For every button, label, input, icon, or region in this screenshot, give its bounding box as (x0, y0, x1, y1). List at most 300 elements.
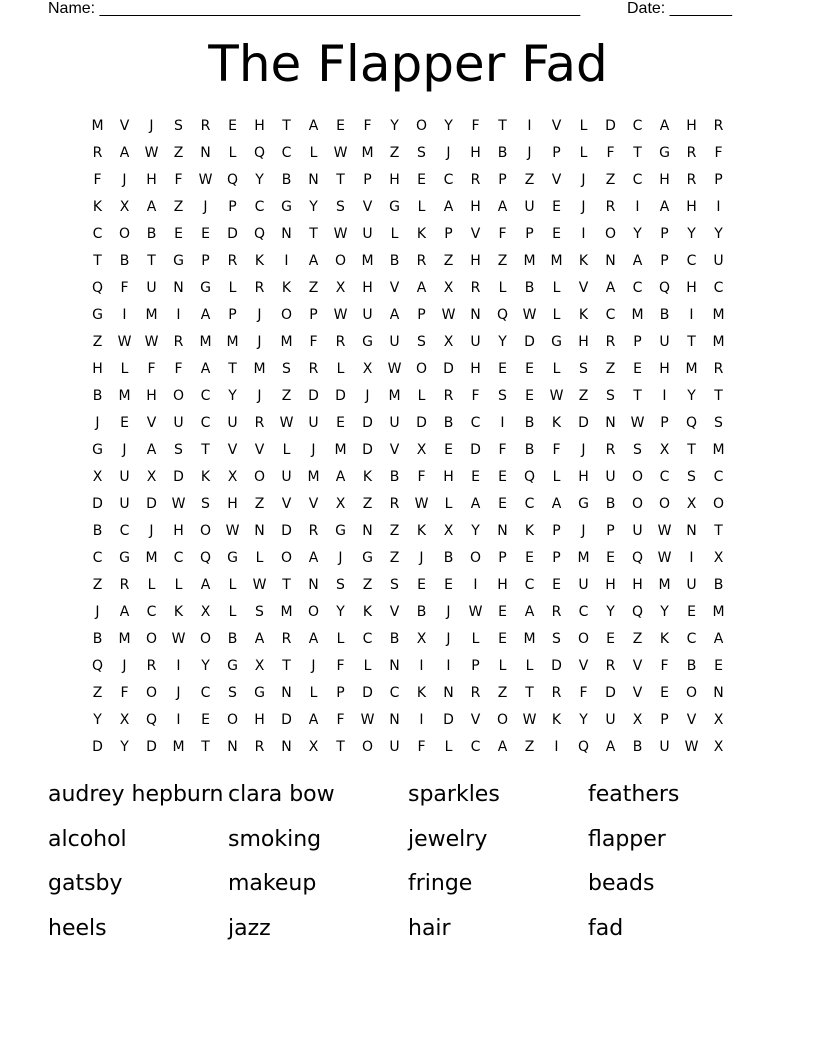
grid-letter: G (362, 549, 373, 566)
grid-letter: O (253, 468, 266, 485)
grid-letter: C (632, 171, 643, 188)
grid-letter: L (363, 657, 372, 674)
word-list-item: jewelry (408, 826, 488, 852)
grid-letter: O (631, 495, 644, 512)
grid-letter: E (552, 198, 561, 215)
grid-letter: N (281, 738, 292, 755)
grid-letter: Y (579, 711, 588, 728)
grid-letter: M (334, 441, 347, 458)
grid-letter: C (713, 468, 724, 485)
grid-letter: A (605, 738, 616, 755)
grid-letter: O (280, 549, 293, 566)
grid-letter: S (714, 414, 723, 431)
grid-letter: P (660, 225, 669, 242)
grid-letter: V (632, 657, 643, 674)
grid-letter: L (309, 684, 318, 701)
grid-letter: A (443, 198, 454, 215)
grid-letter: C (443, 171, 454, 188)
grid-letter: R (173, 333, 184, 350)
grid-letter: Q (253, 225, 266, 242)
grid-letter: C (362, 630, 373, 647)
grid-letter: P (363, 171, 372, 188)
grid-letter: E (417, 171, 426, 188)
date-field-label: Date: _______ (627, 0, 732, 17)
grid-letter: F (93, 171, 102, 188)
grid-letter: A (497, 198, 508, 215)
grid-letter: I (446, 657, 451, 674)
grid-letter: Y (93, 711, 102, 728)
grid-letter: P (309, 306, 318, 323)
grid-letter: K (92, 198, 103, 215)
grid-letter: M (253, 360, 266, 377)
grid-letter: P (444, 225, 453, 242)
grid-letter: Z (389, 144, 400, 161)
grid-letter: J (338, 549, 343, 566)
grid-letter: Z (92, 576, 103, 593)
grid-letter: V (551, 117, 562, 134)
grid-letter: D (146, 495, 157, 512)
grid-row (84, 652, 732, 679)
grid-letter: X (416, 441, 427, 458)
grid-letter: S (336, 576, 345, 593)
grid-letter: I (662, 387, 667, 404)
grid-letter: N (254, 522, 265, 539)
grid-letter: R (686, 144, 697, 161)
grid-letter: F (120, 279, 129, 296)
grid-letter: U (578, 576, 589, 593)
grid-letter: X (308, 738, 319, 755)
grid-letter: J (446, 603, 451, 620)
grid-letter: D (362, 684, 373, 701)
grid-letter: I (176, 306, 181, 323)
grid-letter: D (551, 657, 562, 674)
grid-letter: V (227, 441, 238, 458)
grid-letter: J (257, 387, 262, 404)
word-search-grid (84, 112, 732, 760)
grid-letter: H (632, 576, 643, 593)
grid-letter: I (419, 657, 424, 674)
grid-letter: V (389, 603, 400, 620)
grid-letter: J (257, 333, 262, 350)
grid-row (84, 112, 732, 139)
grid-letter: A (524, 603, 535, 620)
grid-letter: P (201, 252, 210, 269)
grid-letter: T (525, 684, 534, 701)
grid-letter: E (687, 603, 696, 620)
grid-letter: Y (444, 117, 453, 134)
grid-letter: M (361, 144, 374, 161)
grid-letter: C (173, 549, 184, 566)
grid-letter: R (416, 252, 427, 269)
grid-letter: A (200, 360, 211, 377)
word-list (48, 778, 768, 956)
grid-letter: X (119, 711, 130, 728)
grid-letter: P (228, 198, 237, 215)
word-list-item: smoking (228, 826, 322, 852)
grid-letter: Y (120, 738, 129, 755)
grid-letter: F (147, 360, 156, 377)
grid-letter: P (552, 522, 561, 539)
grid-letter: K (578, 306, 589, 323)
grid-row (84, 733, 732, 760)
grid-letter: T (282, 657, 291, 674)
grid-letter: U (362, 306, 373, 323)
grid-letter: R (254, 738, 265, 755)
grid-letter: H (254, 711, 265, 728)
grid-letter: N (308, 576, 319, 593)
grid-letter: E (552, 576, 561, 593)
grid-letter: E (174, 225, 183, 242)
grid-letter: K (254, 252, 265, 269)
grid-letter: N (281, 225, 292, 242)
grid-letter: K (578, 252, 589, 269)
grid-letter: O (712, 495, 725, 512)
word-list-item: gatsby (48, 871, 123, 896)
grid-letter: R (605, 198, 616, 215)
grid-letter: X (200, 603, 211, 620)
grid-letter: J (311, 441, 316, 458)
grid-letter: O (145, 630, 158, 647)
grid-row (84, 355, 732, 382)
grid-letter: J (95, 603, 100, 620)
grid-letter: O (226, 711, 239, 728)
grid-letter: C (389, 684, 400, 701)
grid-letter: R (443, 387, 454, 404)
grid-row (84, 517, 732, 544)
grid-letter: Z (524, 171, 535, 188)
grid-letter: N (389, 657, 400, 674)
grid-letter: I (284, 252, 289, 269)
grid-letter: B (524, 279, 535, 296)
grid-letter: E (525, 360, 534, 377)
grid-letter: F (471, 387, 480, 404)
grid-letter: L (390, 225, 399, 242)
grid-letter: X (362, 360, 373, 377)
grid-letter: Y (255, 171, 264, 188)
grid-letter: X (92, 468, 103, 485)
grid-letter: K (200, 468, 211, 485)
grid-letter: E (498, 495, 507, 512)
grid-letter: A (497, 738, 508, 755)
grid-letter: A (551, 495, 562, 512)
grid-letter: K (416, 225, 427, 242)
grid-letter: U (713, 252, 724, 269)
grid-letter: O (577, 630, 590, 647)
grid-letter: Y (714, 225, 723, 242)
grid-letter: C (92, 225, 103, 242)
grid-letter: M (145, 549, 158, 566)
grid-letter: Y (660, 603, 669, 620)
grid-letter: L (552, 279, 561, 296)
grid-letter: A (713, 630, 724, 647)
grid-letter: F (498, 225, 507, 242)
grid-letter: Z (497, 252, 508, 269)
grid-letter: X (254, 657, 265, 674)
grid-letter: C (200, 414, 211, 431)
grid-letter: E (714, 657, 723, 674)
grid-letter: A (146, 441, 157, 458)
grid-letter: G (281, 198, 292, 215)
grid-letter: L (552, 468, 561, 485)
grid-row (84, 490, 732, 517)
grid-letter: B (416, 603, 427, 620)
grid-letter: O (199, 522, 212, 539)
grid-letter: D (443, 360, 454, 377)
grid-letter: U (119, 468, 130, 485)
grid-letter: P (633, 333, 642, 350)
grid-letter: A (335, 468, 346, 485)
grid-letter: I (716, 198, 721, 215)
grid-letter: J (581, 198, 586, 215)
grid-letter: G (92, 306, 103, 323)
grid-row (84, 193, 732, 220)
grid-letter: W (684, 738, 699, 755)
grid-letter: F (309, 333, 318, 350)
grid-letter: B (524, 441, 535, 458)
grid-letter: O (118, 225, 131, 242)
grid-letter: C (119, 522, 130, 539)
grid-letter: Z (443, 252, 454, 269)
grid-letter: N (605, 414, 616, 431)
grid-letter: Z (497, 684, 508, 701)
grid-letter: D (362, 414, 373, 431)
grid-letter: R (470, 684, 481, 701)
grid-letter: N (605, 252, 616, 269)
grid-letter: H (173, 522, 184, 539)
grid-letter: E (336, 414, 345, 431)
grid-letter: Y (498, 333, 507, 350)
grid-letter: I (689, 306, 694, 323)
grid-letter: A (119, 603, 130, 620)
grid-letter: P (228, 306, 237, 323)
grid-letter: W (549, 387, 564, 404)
grid-letter: U (524, 198, 535, 215)
grid-letter: T (147, 252, 156, 269)
grid-letter: M (712, 603, 725, 620)
grid-letter: M (280, 333, 293, 350)
grid-letter: H (227, 495, 238, 512)
grid-letter: O (631, 468, 644, 485)
grid-letter: W (144, 144, 159, 161)
grid-letter: X (713, 738, 724, 755)
grid-letter: L (228, 576, 237, 593)
grid-letter: G (362, 333, 373, 350)
grid-letter: T (309, 225, 318, 242)
grid-letter: L (444, 738, 453, 755)
grid-letter: A (659, 198, 670, 215)
grid-letter: U (389, 738, 400, 755)
grid-letter: M (280, 603, 293, 620)
grid-letter: D (92, 495, 103, 512)
grid-letter: V (389, 279, 400, 296)
grid-letter: L (444, 495, 453, 512)
grid-letter: A (470, 495, 481, 512)
grid-letter: B (713, 576, 724, 593)
grid-letter: T (201, 738, 210, 755)
grid-letter: J (581, 441, 586, 458)
grid-letter: O (307, 603, 320, 620)
grid-letter: T (687, 441, 696, 458)
grid-letter: O (334, 252, 347, 269)
grid-letter: W (333, 225, 348, 242)
grid-letter: K (659, 630, 670, 647)
grid-letter: V (632, 684, 643, 701)
grid-letter: I (176, 711, 181, 728)
grid-letter: V (119, 117, 130, 134)
grid-letter: V (146, 414, 157, 431)
grid-letter: V (308, 495, 319, 512)
grid-letter: K (281, 279, 292, 296)
grid-letter: J (122, 657, 127, 674)
grid-letter: R (308, 522, 319, 539)
grid-letter: R (281, 630, 292, 647)
grid-letter: L (498, 279, 507, 296)
grid-letter: T (336, 738, 345, 755)
grid-letter: R (470, 171, 481, 188)
word-list-item: jazz (228, 915, 271, 941)
grid-letter: B (443, 549, 454, 566)
grid-letter: P (525, 225, 534, 242)
grid-letter: W (333, 306, 348, 323)
grid-letter: T (498, 117, 507, 134)
name-field-label: Name: ______________________________________________________ (48, 0, 581, 17)
grid-letter: J (581, 171, 586, 188)
grid-letter: I (554, 738, 559, 755)
grid-letter: E (606, 549, 615, 566)
grid-letter: D (362, 441, 373, 458)
grid-letter: L (579, 117, 588, 134)
grid-letter: Z (92, 684, 103, 701)
grid-letter: U (605, 711, 616, 728)
grid-row (84, 544, 732, 571)
grid-letter: E (525, 387, 534, 404)
grid-letter: J (176, 684, 181, 701)
grid-letter: M (199, 333, 212, 350)
grid-letter: L (336, 630, 345, 647)
grid-letter: H (659, 360, 670, 377)
grid-letter: Q (91, 279, 104, 296)
grid-letter: X (686, 495, 697, 512)
grid-letter: E (336, 117, 345, 134)
grid-row (84, 463, 732, 490)
grid-letter: Z (389, 549, 400, 566)
grid-letter: E (228, 117, 237, 134)
grid-letter: B (389, 252, 400, 269)
grid-row (84, 166, 732, 193)
grid-letter: H (659, 171, 670, 188)
grid-letter: B (524, 414, 535, 431)
grid-letter: L (309, 144, 318, 161)
grid-letter: C (659, 468, 670, 485)
grid-letter: I (500, 414, 505, 431)
grid-letter: L (147, 576, 156, 593)
grid-letter: R (551, 603, 562, 620)
grid-letter: K (524, 522, 535, 539)
grid-letter: W (252, 576, 267, 593)
grid-letter: A (119, 144, 130, 161)
grid-letter: F (174, 360, 183, 377)
grid-letter: O (415, 360, 428, 377)
grid-letter: W (522, 306, 537, 323)
grid-letter: M (307, 468, 320, 485)
grid-letter: Q (658, 279, 671, 296)
grid-letter: K (173, 603, 184, 620)
grid-letter: E (633, 360, 642, 377)
grid-letter: W (657, 549, 672, 566)
grid-letter: H (686, 198, 697, 215)
grid-letter: P (660, 414, 669, 431)
grid-letter: H (578, 333, 589, 350)
grid-letter: P (660, 711, 669, 728)
grid-letter: A (254, 630, 265, 647)
grid-letter: E (525, 549, 534, 566)
grid-letter: G (92, 441, 103, 458)
grid-letter: S (282, 360, 291, 377)
grid-letter: R (686, 171, 697, 188)
grid-letter: D (416, 414, 427, 431)
grid-letter: H (470, 360, 481, 377)
grid-letter: O (496, 711, 509, 728)
grid-letter: I (689, 549, 694, 566)
grid-letter: G (200, 279, 211, 296)
grid-letter: T (336, 171, 345, 188)
grid-letter: D (92, 738, 103, 755)
grid-letter: R (254, 279, 265, 296)
grid-letter: W (387, 360, 402, 377)
grid-letter: Z (362, 576, 373, 593)
grid-letter: L (336, 360, 345, 377)
grid-letter: C (686, 630, 697, 647)
grid-letter: P (417, 306, 426, 323)
grid-letter: U (119, 495, 130, 512)
grid-letter: H (605, 576, 616, 593)
grid-letter: M (712, 333, 725, 350)
grid-letter: P (660, 252, 669, 269)
grid-letter: Y (687, 225, 696, 242)
grid-letter: F (336, 657, 345, 674)
grid-letter: D (335, 387, 346, 404)
grid-letter: H (389, 171, 400, 188)
grid-letter: T (687, 333, 696, 350)
grid-letter: E (201, 225, 210, 242)
grid-letter: G (254, 684, 265, 701)
grid-letter: C (524, 576, 535, 593)
grid-letter: U (227, 414, 238, 431)
grid-letter: U (605, 468, 616, 485)
grid-letter: E (120, 414, 129, 431)
grid-letter: T (201, 441, 210, 458)
grid-letter: V (578, 657, 589, 674)
grid-letter: J (365, 387, 370, 404)
grid-letter: M (658, 576, 671, 593)
grid-letter: D (605, 117, 616, 134)
grid-letter: C (632, 279, 643, 296)
grid-letter: I (419, 711, 424, 728)
grid-letter: F (174, 171, 183, 188)
grid-letter: A (200, 576, 211, 593)
grid-letter: Y (228, 387, 237, 404)
grid-letter: U (659, 333, 670, 350)
grid-letter: C (605, 306, 616, 323)
grid-letter: P (552, 549, 561, 566)
grid-letter: N (308, 171, 319, 188)
grid-letter: C (92, 549, 103, 566)
grid-letter: L (498, 657, 507, 674)
grid-letter: D (308, 387, 319, 404)
grid-letter: Y (201, 657, 210, 674)
grid-letter: Q (91, 657, 104, 674)
grid-letter: L (552, 306, 561, 323)
